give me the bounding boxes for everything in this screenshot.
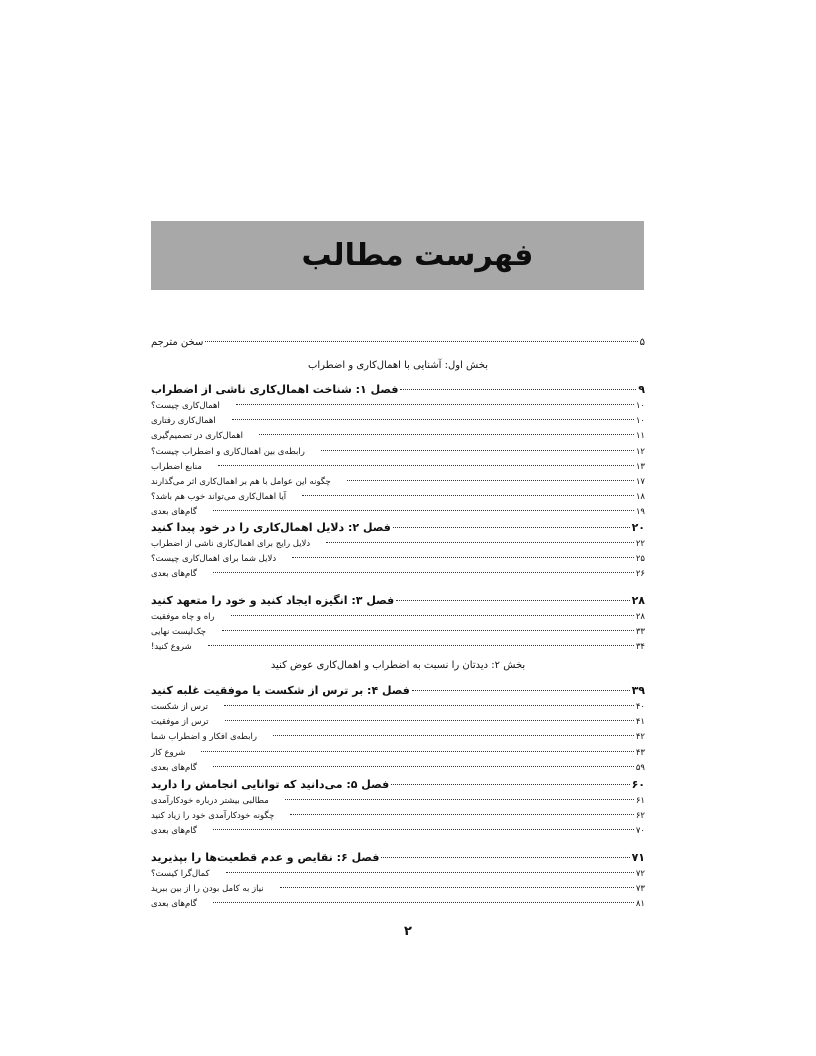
- toc-entry-title: نیاز به کامل بودن را از بین ببرید: [151, 884, 264, 895]
- toc-entry-title: چک‌لیست نهایی: [151, 627, 206, 638]
- leader-dots: [225, 720, 634, 721]
- toc-entry-title: دلایل رایج برای اهمال‌کاری ناشی از اضطراب: [151, 539, 311, 549]
- leader-dots: [326, 542, 634, 543]
- toc-entry-page: ۱۲: [635, 446, 645, 457]
- toc-entry-title: فصل ۵: می‌دانید که توانایی انجامش را دارید: [151, 778, 390, 791]
- toc-entry-page: ۱۰: [635, 401, 645, 411]
- toc-entry-page: ۱۳: [635, 461, 645, 472]
- toc-entry-title: کمال‌گرا کیست؟: [151, 869, 210, 879]
- toc-section-row: [151, 462, 645, 472]
- toc-entry-title: مطالبی بیشتر درباره خودکارآمدی: [151, 796, 269, 806]
- toc-entry-page: ۱۸: [635, 492, 645, 503]
- toc-entry-page: ۶۰: [631, 778, 645, 791]
- toc-entry-page: ۴۱: [635, 717, 645, 728]
- toc-entry-title: گام‌های بعدی: [151, 826, 197, 837]
- part-heading: بخش اول: آشنایی با اهمال‌کاری و اضطراب: [307, 360, 489, 371]
- toc-entry-title: چگونه این عوامل با هم بر اهمال‌کاری اثر می‌گذارند: [151, 477, 331, 487]
- leader-dots: [232, 419, 634, 420]
- leader-dots: [208, 645, 634, 646]
- toc-chapter-row: [151, 778, 645, 791]
- toc-entry-page: ۳۳: [635, 627, 645, 638]
- toc-entry-title: راه و چاه موفقیت: [151, 612, 215, 622]
- leader-dots: [280, 887, 634, 888]
- toc-section-row: [151, 416, 645, 426]
- toc-entry-page: ۷۰: [635, 826, 645, 837]
- toc-entry-title: رابطه‌ی افکار و اضطراب شما: [151, 732, 257, 743]
- leader-dots: [391, 784, 629, 785]
- toc-section-row: [151, 539, 645, 549]
- page-title: فهرست مطالب: [301, 238, 534, 273]
- toc-section-row: [151, 732, 645, 742]
- leader-dots: [321, 450, 634, 451]
- toc-entry-title: شروع کنید!: [151, 642, 192, 653]
- toc-section-row: [151, 447, 645, 457]
- toc-section-row: [151, 612, 645, 622]
- toc-entry-title: فصل ۲: دلایل اهمال‌کاری را در خود پیدا کنید: [151, 521, 391, 534]
- toc-entry-title: منابع اضطراب: [151, 461, 202, 472]
- toc-section-row: [151, 401, 645, 411]
- toc-section-row: [151, 627, 645, 637]
- leader-dots: [236, 404, 634, 405]
- toc-entry-page: ۲۶: [635, 569, 645, 580]
- toc-entry-page: ۱۰: [635, 416, 645, 427]
- page-number: ۲: [404, 924, 412, 939]
- leader-dots: [213, 829, 634, 830]
- leader-dots: [213, 902, 634, 903]
- toc-section-row: [151, 492, 645, 502]
- toc-section-row: [151, 763, 645, 773]
- toc-entry-title: چگونه خودکارآمدی خود را زیاد کنید: [151, 811, 275, 822]
- toc-chapter-row: [151, 521, 645, 534]
- toc-entry-page: ۲۸: [635, 612, 645, 622]
- toc-section-row: [151, 811, 645, 821]
- toc-entry-page: ۲۰: [631, 521, 645, 534]
- toc-section-row: [151, 796, 645, 806]
- leader-dots: [285, 799, 634, 800]
- leader-dots: [205, 341, 637, 342]
- leader-dots: [292, 557, 634, 558]
- leader-dots: [290, 814, 634, 815]
- toc-section-row: [151, 431, 645, 441]
- leader-dots: [273, 735, 634, 736]
- toc-section-row: [151, 748, 645, 758]
- toc-entry-page: ۶۱: [635, 796, 645, 806]
- toc-entry-title: گام‌های بعدی: [151, 899, 197, 910]
- leader-dots: [347, 480, 634, 481]
- toc-entry-page: ۶۲: [635, 811, 645, 822]
- toc-entry-title: شروع کار: [151, 747, 186, 758]
- toc-entry-title: آیا اهمال‌کاری می‌تواند خوب هم باشد؟: [151, 492, 287, 503]
- toc-entry-page: ۴۳: [635, 747, 645, 758]
- toc-entry-page: ۲۲: [635, 539, 645, 549]
- leader-dots: [213, 766, 634, 767]
- leader-dots: [393, 527, 630, 528]
- toc-entry-page: ۸۱: [635, 899, 645, 910]
- toc-section-row: [151, 717, 645, 727]
- toc-entry-page: ۳۹: [631, 684, 645, 697]
- leader-dots: [381, 857, 629, 858]
- toc-section-row: [151, 569, 645, 579]
- toc-entry-page: ۴۲: [635, 732, 645, 743]
- toc-section-row: [151, 477, 645, 487]
- toc-section-row: [151, 826, 645, 836]
- toc-entry-page: ۲۸: [631, 594, 645, 607]
- toc-entry-title: فصل ۶: نقایص و عدم قطعیت‌ها را بپذیرید: [151, 851, 380, 864]
- toc-entry-title: سخن مترجم: [151, 337, 204, 348]
- toc-section-row: [151, 869, 645, 879]
- toc-entry-title: اهمال‌کاری چیست؟: [151, 401, 220, 411]
- toc-section-row: [151, 899, 645, 909]
- leader-dots: [412, 690, 630, 691]
- toc-entry-page: ۱۷: [635, 477, 645, 487]
- toc-entry-title: فصل ۳: انگیزه ایجاد کنید و خود را متعهد کنید: [151, 594, 395, 607]
- toc-entry-page: ۵۹: [635, 762, 645, 773]
- toc-entry-page: ۱۱: [635, 431, 645, 442]
- toc-chapter-row: [151, 383, 645, 396]
- toc-entry-page: ۳۴: [635, 642, 645, 653]
- leader-dots: [231, 615, 634, 616]
- leader-dots: [222, 630, 634, 631]
- toc-entry-title: دلایل شما برای اهمال‌کاری چیست؟: [151, 554, 277, 565]
- toc-entry-page: ۷۲: [635, 869, 645, 879]
- toc-entry-page: ۱۹: [635, 507, 645, 518]
- toc-entry-intro: [151, 337, 645, 348]
- toc-section-row: [151, 884, 645, 894]
- toc-entry-title: فصل ۴: بر ترس از شکست یا موفقیت غلبه کنید: [151, 684, 410, 697]
- toc-entry-page: ۲۵: [635, 554, 645, 565]
- toc-entry-title: گام‌های بعدی: [151, 507, 197, 518]
- toc-chapter-row: [151, 684, 645, 697]
- leader-dots: [213, 572, 634, 573]
- toc-entry-title: اهمال‌کاری در تصمیم‌گیری: [151, 431, 244, 442]
- toc-section-row: [151, 554, 645, 564]
- toc-section-row: [151, 507, 645, 517]
- toc-entry-title: فصل ۱: شناخت اهمال‌کاری ناشی از اضطراب: [151, 383, 399, 396]
- toc-entry-page: ۵: [639, 337, 645, 348]
- toc-entry-page: ۷۳: [635, 884, 645, 895]
- leader-dots: [396, 600, 629, 601]
- toc-entry-title: گام‌های بعدی: [151, 569, 197, 580]
- leader-dots: [218, 465, 634, 466]
- toc-entry-title: ترس از موفقیت: [151, 717, 209, 728]
- toc-entry-title: ترس از شکست: [151, 702, 209, 712]
- leader-dots: [400, 389, 636, 390]
- toc-entry-page: ۴۰: [635, 702, 645, 712]
- leader-dots: [213, 510, 634, 511]
- toc-entry-page: ۹: [638, 383, 645, 396]
- toc-entry-title: گام‌های بعدی: [151, 762, 197, 773]
- leader-dots: [259, 434, 634, 435]
- part-heading: بخش ۲: دیدتان را نسبت به اضطراب و اهمال‌کاری عوض کنید: [270, 660, 526, 671]
- toc-entry-page: ۷۱: [631, 851, 645, 864]
- leader-dots: [302, 495, 634, 496]
- toc-chapter-row: [151, 594, 645, 607]
- leader-dots: [226, 872, 634, 873]
- toc-chapter-row: [151, 851, 645, 864]
- leader-dots: [201, 751, 633, 752]
- leader-dots: [224, 705, 634, 706]
- toc-entry-title: اهمال‌کاری رفتاری: [151, 416, 216, 427]
- toc-section-row: [151, 642, 645, 652]
- toc-entry-title: رابطه‌ی بین اهمال‌کاری و اضطراب چیست؟: [151, 446, 305, 457]
- toc-section-row: [151, 702, 645, 712]
